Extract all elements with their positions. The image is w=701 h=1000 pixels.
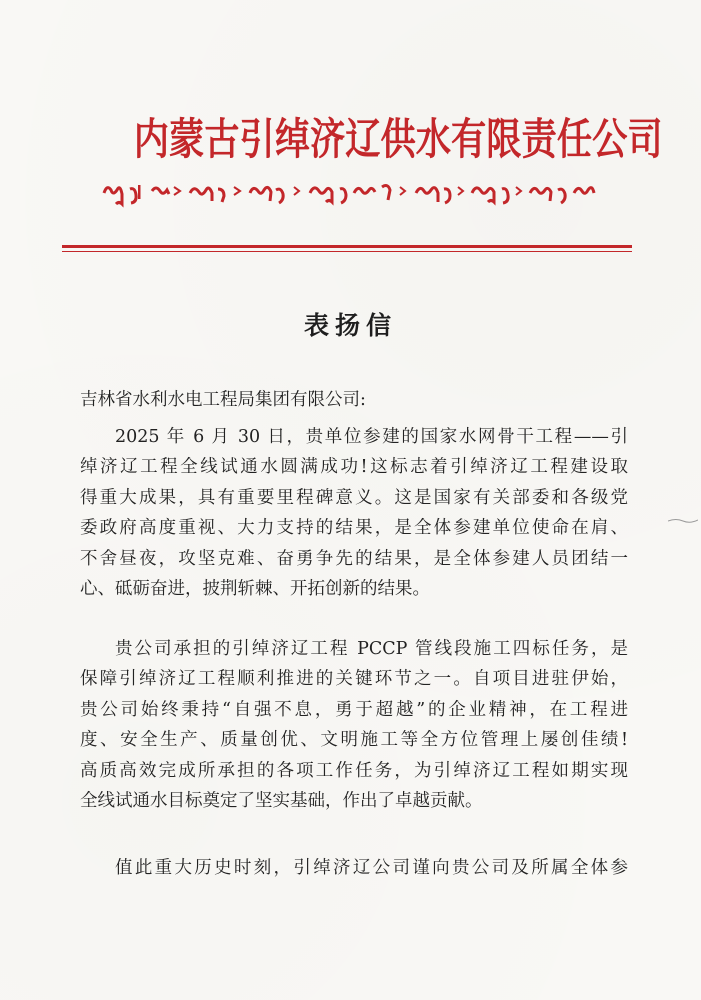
paragraph-line: 度、安全生产、质量创优、文明施工等全方位管理上屡创佳绩! (80, 730, 628, 751)
mongolian-script-graphic (100, 177, 598, 211)
letter-salutation: 吉林省水利水电工程局集团有限公司: (80, 390, 366, 410)
scan-margin-mark (668, 518, 698, 524)
paragraph-line: 得重大成果，具有重要里程碑意义。这是国家有关部委和各级党 (80, 487, 628, 508)
paragraph-line: 委政府高度重视、大力支持的结果，是全体参建单位使命在肩、 (80, 518, 628, 539)
body-paragraph-1 (80, 422, 628, 604)
paragraph-line: 贵公司始终秉持“自强不息，勇于超越”的企业精神，在工程进 (80, 699, 628, 720)
paragraph-line: 保障引绰济辽工程顺利推进的关键环节之一。自项目进驻伊始， (80, 669, 628, 690)
letterhead-divider-thin (62, 251, 632, 252)
body-paragraph-2 (80, 634, 628, 816)
body-paragraph-3 (80, 853, 628, 883)
paragraph-line: 贵公司承担的引绰济辽工程 PCCP 管线段施工四标任务，是 (115, 639, 628, 659)
paragraph-line: 全线试通水目标奠定了坚实基础，作出了卓越贡献。 (80, 790, 483, 811)
paragraph-line: 不舍昼夜，攻坚克难、奋勇争先的结果，是全体参建人员团结一 (80, 548, 628, 569)
paragraph-line: 心、砥砺奋进，披荆斩棘、开拓创新的结果。 (80, 578, 430, 599)
paragraph-line: 值此重大历史时刻，引绰济辽公司谨向贵公司及所属全体参 (115, 858, 628, 878)
letter-title: 表扬信 (303, 311, 397, 340)
letterhead-mongolian-name (100, 177, 598, 211)
paragraph-line: 高质高效完成所承担的各项工作任务，为引绰济辽工程如期实现 (80, 760, 628, 781)
letterhead-divider-thick (62, 245, 632, 248)
letterhead-company-name: 内蒙古引绰济辽供水有限责任公司 (133, 115, 663, 165)
paragraph-line: 2025 年 6 月 30 日，贵单位参建的国家水网骨干工程——引 (115, 427, 628, 447)
paragraph-line: 绰济辽工程全线试通水圆满成功!这标志着引绰济辽工程建设取 (80, 457, 628, 478)
